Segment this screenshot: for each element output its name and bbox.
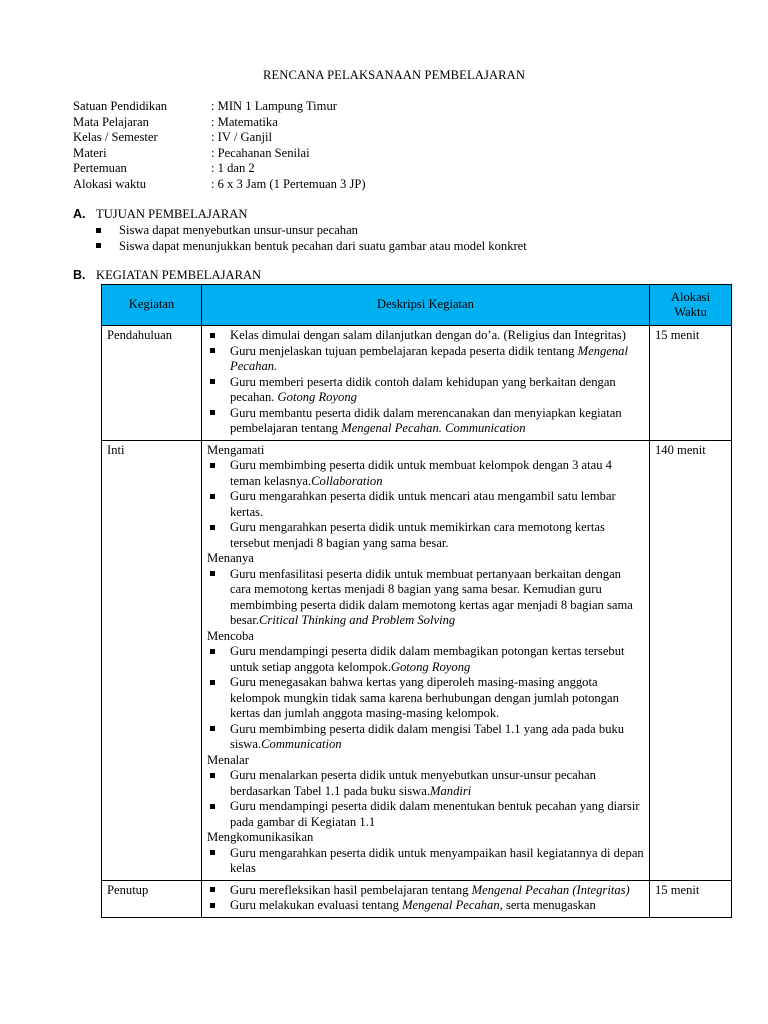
- activity-list: [207, 644, 645, 753]
- section-title: TUJUAN PEMBELAJARAN: [96, 207, 248, 221]
- table-row: [102, 880, 732, 917]
- list-item: [207, 722, 645, 753]
- list-item: [207, 458, 645, 489]
- bullet-icon: [210, 571, 215, 576]
- meta-value: : 6 x 3 Jam (1 Pertemuan 3 JP): [211, 176, 366, 191]
- item-text: Guru menegasakan bahwa kertas yang diperoleh masing-masing anggota kelompok mungkin tidak sama karena berhubungan dengan jumlah potongan kertas dan jumlah anggota masing-masing kelompok.: [230, 675, 619, 720]
- item-text: Guru menfasilitasi peserta didik untuk membuat pertanyaan berkaitan dengan cara memotong kertas menjadi 8 bagian yang sama besar. Kemudian guru membimbing peserta didik dalam memotong kertas agar menjadi 8 bagian sama besar.: [230, 566, 633, 627]
- group-heading: Mencoba: [207, 628, 254, 643]
- list-item: [207, 768, 645, 799]
- item-text: Guru mengarahkan peserta didik untuk memikirkan cara memotong kertas tersebut menjadi 8 bagian yang sama besar.: [230, 520, 605, 550]
- header-activity: Kegiatan: [102, 285, 202, 326]
- meta-label: Mata Pelajaran: [73, 114, 149, 129]
- group-heading: Menalar: [207, 752, 249, 767]
- item-emphasis: Mengenal Pecahan (Integritas): [471, 882, 630, 897]
- section-letter: B.: [73, 268, 86, 282]
- header-description: Deskripsi Kegiatan: [202, 285, 650, 326]
- allocation-cell: 15 menit: [650, 880, 732, 917]
- item-emphasis: Mengenal Pecahan. Communication: [341, 421, 526, 435]
- activity-list: [207, 883, 645, 914]
- list-item: [96, 223, 527, 239]
- list-item: [207, 489, 645, 520]
- objectives-list: [96, 223, 527, 254]
- activities-table: [101, 284, 732, 918]
- list-item: [207, 328, 645, 344]
- objective-text: Siswa dapat menyebutkan unsur-unsur pecahan: [119, 223, 358, 237]
- meta-value: : Pecahanan Senilai: [211, 145, 310, 160]
- meta-label: Pertemuan: [73, 161, 127, 175]
- bullet-icon: [210, 726, 215, 731]
- item-emphasis: Collaboration: [311, 473, 383, 488]
- item-text: Guru menalarkan peserta didik untuk menyebutkan unsur-unsur pecahan berdasarkan Tabel 1.1 pada buku siswa.: [230, 768, 596, 798]
- table-header-row: [102, 285, 732, 326]
- item-text: Guru membimbing peserta didik dalam mengisi Tabel 1.1 yang ada pada buku siswa.: [230, 721, 625, 751]
- item-text-after: , serta menugaskan: [499, 898, 596, 912]
- activity-list: [207, 768, 645, 830]
- item-emphasis: Gotong Royong: [390, 659, 471, 674]
- section-letter: A.: [73, 207, 86, 221]
- document-title: RENCANA PELAKSANAAN PEMBELAJARAN: [262, 68, 526, 82]
- activity-list: [207, 846, 645, 877]
- item-emphasis: Communication: [261, 737, 342, 751]
- list-item: [207, 520, 645, 551]
- section-title: KEGIATAN PEMBELAJARAN: [96, 268, 262, 282]
- bullet-icon: [210, 804, 215, 809]
- item-text: Kelas dimulai dengan salam dilanjutkan dengan do’a. (Religius dan Integritas): [230, 328, 626, 342]
- allocation-cell: 15 menit: [650, 326, 732, 441]
- meta-label: Alokasi waktu: [73, 176, 147, 191]
- table-row: [102, 326, 732, 441]
- header-allocation-line2: Waktu: [674, 305, 707, 319]
- bullet-icon: [210, 348, 215, 353]
- item-text: Guru mengarahkan peserta didik untuk mencari atau mengambil satu lembar kertas.: [230, 489, 616, 519]
- meta-value: : Matematika: [211, 114, 278, 129]
- bullet-icon: [210, 887, 215, 892]
- header-allocation: [650, 285, 732, 326]
- item-emphasis: Critical Thinking and Problem Solving: [259, 613, 456, 627]
- activity-list: [207, 328, 645, 437]
- description-cell: [202, 440, 650, 880]
- list-item: [207, 375, 645, 406]
- item-text: Guru mendampingi peserta didik dalam membagikan potongan kertas tersebut untuk setiap anggota kelompok.: [230, 644, 625, 674]
- group-heading: Menanya: [207, 551, 254, 565]
- bullet-icon: [210, 525, 215, 530]
- bullet-icon: [210, 410, 215, 415]
- item-text: Guru menjelaskan tujuan pembelajaran kepada peserta didik tentang: [230, 343, 578, 358]
- group-heading: Mengamati: [207, 442, 265, 457]
- table-row: [102, 440, 732, 880]
- description-cell: [202, 880, 650, 917]
- list-item: [207, 644, 645, 675]
- activity-cell: Penutup: [102, 880, 202, 917]
- meta-label: Satuan Pendidikan: [73, 99, 168, 113]
- objective-text: Siswa dapat menunjukkan bentuk pecahan dari suatu gambar atau model konkret: [119, 238, 527, 253]
- list-item: [96, 239, 527, 255]
- item-text: Guru merefleksikan hasil pembelajaran tentang: [230, 882, 472, 897]
- bullet-icon: [210, 494, 215, 499]
- activity-list: [207, 567, 645, 629]
- bullet-icon: [210, 680, 215, 685]
- list-item: [207, 799, 645, 830]
- list-item: [207, 846, 645, 877]
- bullet-icon: [210, 850, 215, 855]
- bullet-icon: [210, 903, 215, 908]
- item-emphasis: Gotong Royong: [277, 390, 357, 404]
- meta-value: : 1 dan 2: [211, 161, 255, 175]
- item-text: Guru membimbing peserta didik untuk membuat kelompok dengan 3 atau 4 teman kelasnya.: [230, 458, 612, 488]
- item-emphasis: Mengenal Pecahan: [402, 898, 500, 912]
- item-text: Guru mendampingi peserta didik dalam menentukan bentuk pecahan yang diarsir pada gambar di Kegiatan 1.1: [230, 799, 640, 829]
- list-item: [207, 675, 645, 722]
- bullet-icon: [96, 243, 101, 248]
- list-item: [207, 406, 645, 437]
- list-item: [207, 344, 645, 375]
- item-emphasis: Mengenal Pecahan.: [230, 343, 628, 373]
- item-text: Guru memberi peserta didik contoh dalam kehidupan yang berkaitan dengan pecahan.: [230, 374, 616, 404]
- item-text: Guru mengarahkan peserta didik untuk menyampaikan hasil kegiatannya di depan kelas: [230, 845, 644, 875]
- item-text: Guru melakukan evaluasi tentang: [230, 898, 403, 912]
- description-cell: [202, 326, 650, 441]
- bullet-icon: [210, 333, 215, 338]
- meta-value: : IV / Ganjil: [211, 130, 272, 144]
- bullet-icon: [210, 649, 215, 654]
- meta-value: : MIN 1 Lampung Timur: [211, 99, 337, 113]
- activity-list: [207, 458, 645, 551]
- bullet-icon: [210, 463, 215, 468]
- meta-label: Kelas / Semester: [73, 130, 158, 144]
- list-item: [207, 883, 645, 899]
- meta-label: Materi: [73, 145, 107, 160]
- bullet-icon: [210, 379, 215, 384]
- bullet-icon: [210, 773, 215, 778]
- header-allocation-line1: Alokasi: [670, 289, 711, 304]
- bullet-icon: [96, 228, 101, 233]
- allocation-cell: 140 menit: [650, 440, 732, 880]
- activity-cell: Inti: [102, 440, 202, 880]
- item-emphasis: Mandiri: [429, 783, 472, 798]
- list-item: [207, 567, 645, 629]
- activity-cell: Pendahuluan: [102, 326, 202, 441]
- list-item: [207, 898, 645, 914]
- group-heading: Mengkomunikasikan: [207, 830, 314, 844]
- item-text: Guru membantu peserta didik dalam merencanakan dan menyiapkan kegiatan pembelajaran tentang: [230, 405, 622, 435]
